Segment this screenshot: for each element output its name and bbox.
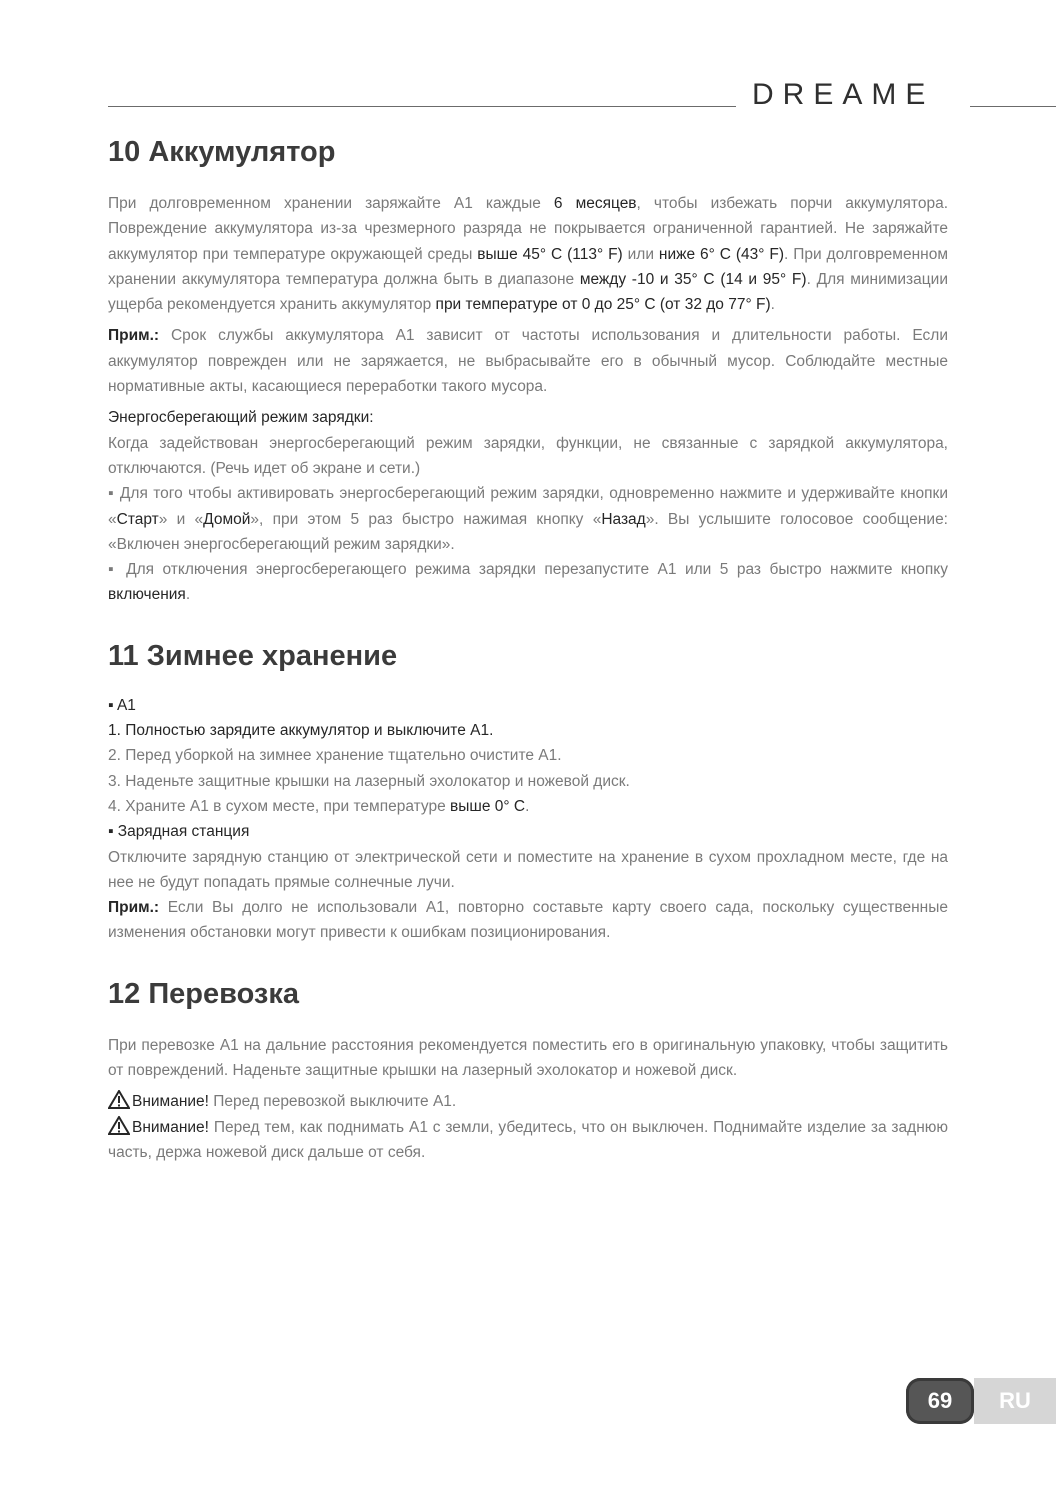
s11-step-4: 4. Храните A1 в сухом месте, при температуре выше 0° C. [108, 797, 530, 815]
eco-bullet-activate: ▪ Для того чтобы активировать энергосберегающий режим зарядки, одновременно нажмите и удерживайте кнопки «Старт» и «Домой», при этом 5 раз быстро нажимая кнопку «Назад». Вы услышите голосовое сообщение: «Включен энергосберегающий режим зарядки». [108, 485, 948, 553]
s12-paragraph: При перевозке A1 на дальние расстояния рекомендуется поместить его в оригинальную упаковку, чтобы защитить от повреждений. Наденьте защитные крышки на лазерный эхолокатор и ножевой диск. [108, 1036, 948, 1080]
section-10-title: 10 Аккумулятор [108, 136, 336, 168]
s10-paragraph: При долговременном хранении заряжайте A1 каждые 6 месяцев, чтобы избежать порчи аккумулятора. Повреждение аккумулятора из-за чрезмерного разряда не покрывается ограниченной гарантией. Не заряжайте аккумулятор при температуре окружающей среды выше 45° C (113° F) или ниже 6° C (43° F). При долговременном хранении аккумулятора температура должна быть в диапазоне между -10 и 35° C (14 и 95° F). Для минимизации ущерба рекомендуется хранить аккумулятор при температуре от 0 до 25° C (от 32 до 77° F). [108, 195, 949, 314]
s12-warning-2: Внимание! Перед тем, как поднимать A1 с земли, убедитесь, что он выключен. Поднимайте изделие за заднюю часть, держа ножевой диск дальше от себя. [108, 1115, 948, 1166]
section-11-title: 11 Зимнее хранение [108, 639, 398, 672]
page-number: 69 [906, 1378, 974, 1424]
s11-a1-label: ▪ A1 [108, 696, 136, 714]
s11-step-3: 3. Наденьте защитные крышки на лазерный эхолокатор и ножевой диск. [108, 772, 630, 790]
eco-mode-text: Когда задействован энергосберегающий режим зарядки, функции, не связанные с зарядкой аккумулятора, отключаются. (Речь идет об экране и сети.) [108, 434, 948, 477]
s12-warning-1: Внимание! Перед перевозкой выключите A1. [108, 1089, 948, 1114]
language-tab: RU [974, 1378, 1056, 1424]
s11-note: Прим.: Если Вы долго не использовали A1, повторно составьте карту своего сада, поскольку существенные изменения обстановки могут привести к ошибкам позиционирования. [108, 899, 948, 942]
note-label: Прим.: [108, 327, 160, 345]
header-rule-left [108, 106, 736, 107]
s10-note: Прим.: Срок службы аккумулятора A1 зависит от частоты использования и длительности работы. Если аккумулятор поврежден или не заряжается, не выбрасывайте его в обычный мусор. Соблюдайте местные нормативные акты, касающиеся переработки такого мусора. [108, 327, 948, 396]
warning-icon [108, 1116, 130, 1135]
s11-station-label: ▪ Зарядная станция [108, 823, 250, 841]
header-rule-right [970, 106, 1056, 107]
note-label: Прим.: [108, 899, 160, 917]
eco-mode-title: Энергосберегающий режим зарядки: [108, 409, 374, 427]
s11-step-2: 2. Перед уборкой на зимнее хранение тщательно очистите A1. [108, 747, 562, 765]
section-12-title: 12 Перевозка [108, 977, 299, 1010]
eco-bullet-deactivate: ▪ Для отключения энергосберегающего режима зарядки перезапустите A1 или 5 раз быстро нажмите кнопку включения. [108, 561, 948, 604]
brand-logo: DREAME [752, 78, 935, 111]
page-content [108, 130, 948, 1165]
s11-station-text: Отключите зарядную станцию от электрической сети и поместите на хранение в сухом прохладном месте, где на нее не будут попадать прямые солнечные лучи. [108, 848, 948, 891]
s11-step-1: 1. Полностью зарядите аккумулятор и выключите A1. [108, 722, 494, 740]
warning-icon [108, 1090, 130, 1109]
